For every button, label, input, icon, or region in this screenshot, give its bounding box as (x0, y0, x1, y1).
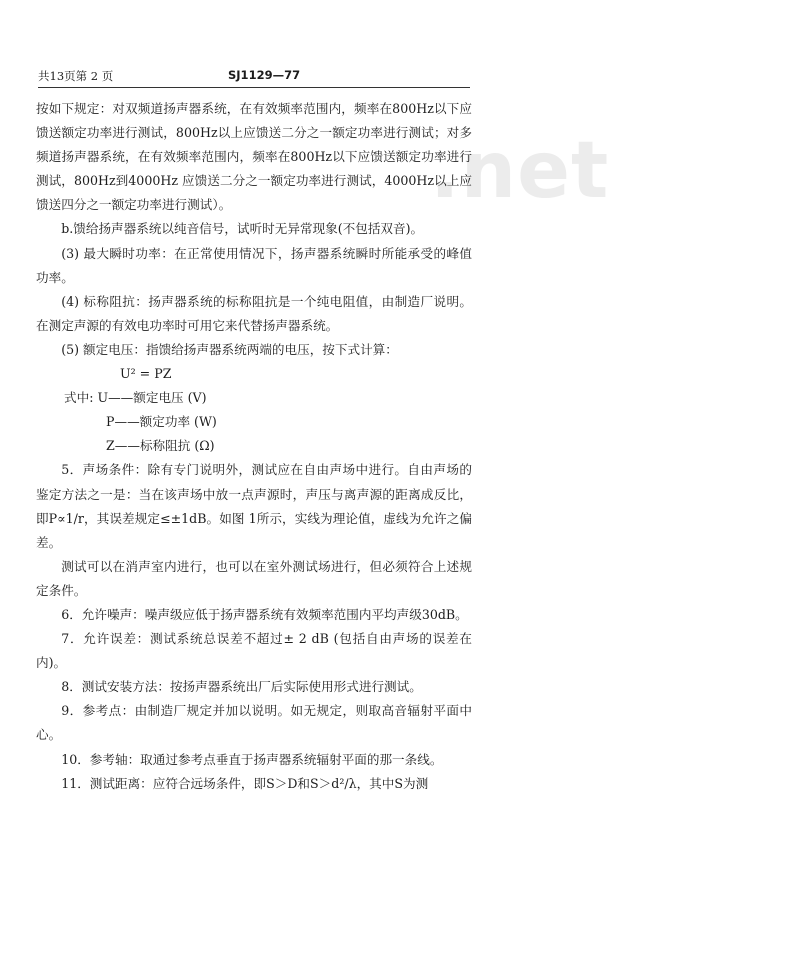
header-rule (38, 87, 470, 88)
section-11-test-distance: 11．测试距离：应符合远场条件，即S＞D和S＞d²/λ，其中S为测 (61, 775, 429, 791)
definition-u: U——额定电压 (V) (97, 390, 207, 406)
paragraph-test-location: 测试可以在消声室内进行，也可以在室外测试场进行，但必须符合上述规定条件。 (36, 558, 472, 598)
section-5-sound-field: 5．声场条件：除有专门说明外，测试应在自由声场中进行。自由声场的鉴定方法之一是：当在该声场中放一点声源时，声压与离声源的距离成反比，即P∝1/r，其误差规定≤±1dB。如图 1所示，实线为理论值，虚线为允许之偏差。 (36, 462, 472, 550)
section-6-noise: 6．允许噪声：噪声级应低于扬声器系统有效频率范围内平均声级30dB。 (61, 606, 468, 622)
formula-legend-label: 式中: (64, 390, 94, 406)
page-header (38, 68, 470, 88)
section-10-reference-axis: 10．参考轴：取通过参考点垂直于扬声器系统辐射平面的那一条线。 (61, 751, 443, 767)
watermark: .net (430, 126, 610, 216)
page-info: 共13页第 2 页 (38, 69, 114, 83)
document-body (36, 97, 472, 796)
paragraph-max-instant-power: (3) 最大瞬时功率：在正常使用情况下，扬声器系统瞬时所能承受的峰值功率。 (36, 245, 472, 285)
paragraph-rated-voltage: (5) 额定电压：指馈给扬声器系统两端的电压，按下式计算： (61, 341, 398, 357)
section-9-reference-point: 9．参考点：由制造厂规定并加以说明。如无规定，则取高音辐射平面中心。 (36, 703, 472, 743)
paragraph-test-power-rules: 按如下规定：对双频道扬声器系统，在有效频率范围内，频率在800Hz以下应馈送额定功率进行测试，800Hz以上应馈送二分之一额定功率进行测试；对多频道扬声器系统，在有效频率范围内，频率在800Hz以下应馈送额定功率进行测试，800Hz到4000Hz 应馈送二分之一额定功率进行测试，4000Hz以上应馈送四分之一额定功率进行测试）。 (36, 101, 472, 213)
paragraph-nominal-impedance: (4) 标称阻抗：扬声器系统的标称阻抗是一个纯电阻值，由制造厂说明。在测定声源的有效电功率时可用它来代替扬声器系统。 (36, 293, 472, 333)
section-7-error: 7．允许误差：测试系统总误差不超过± 2 dB (包括自由声场的误差在内)。 (36, 631, 472, 671)
definition-p: P——额定功率 (W) (106, 414, 217, 430)
definition-z: Z——标称阻抗 (Ω) (106, 438, 215, 454)
formula-legend (36, 386, 472, 410)
doc-number: SJ1129—77 (228, 68, 301, 82)
section-8-installation: 8．测试安装方法：按扬声器系统出厂后实际使用形式进行测试。 (61, 679, 422, 695)
paragraph-pure-tone: b.馈给扬声器系统以纯音信号，试听时无异常现象(不包括双音)。 (61, 221, 424, 237)
formula: U² = PZ (120, 366, 172, 382)
